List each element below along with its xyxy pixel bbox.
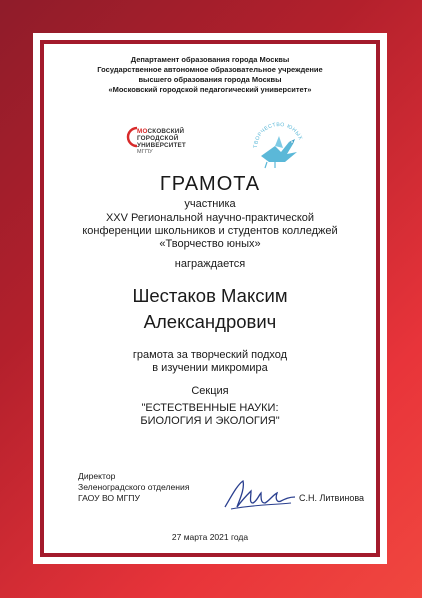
section-line-1: "ЕСТЕСТВЕННЫЕ НАУКИ:: [141, 402, 279, 414]
org-line-2: Государственное автономное образовательное учреждение: [97, 65, 323, 74]
logo-line-4: МГПУ: [137, 149, 153, 155]
logo-red-part: МО: [137, 128, 148, 135]
position-line-2: Зеленоградского отделения: [78, 482, 190, 492]
org-line-1: Департамент образования города Москвы: [130, 55, 290, 64]
signer-position: [78, 471, 190, 504]
section-line-2: БИОЛОГИЯ И ЭКОЛОГИЯ": [140, 415, 280, 427]
issue-date: 27 марта 2021 года: [171, 532, 249, 542]
signer-name: С.Н. Литвинова: [299, 493, 365, 503]
organization-header: [44, 55, 376, 95]
logo-arc-textpath: ТВОРЧЕСТВО ЮНЫХ: [252, 122, 304, 149]
mgpu-logo-text: [137, 128, 186, 156]
awarded-text: награждается: [174, 258, 246, 270]
section-label: Секция: [191, 385, 229, 397]
certificate-title: ГРАМОТА: [159, 173, 261, 195]
event-line-1: XXV Региональной научно-практической: [105, 212, 315, 224]
tvorchestvo-logo: [249, 122, 309, 172]
event-line-2: конференции школьников и студентов колледжей: [82, 225, 338, 237]
recipient-name-line-1: Шестаков Максим: [132, 285, 288, 306]
certificate-frame: [33, 33, 387, 564]
logo-line-2: ГОРОДСКОЙ: [137, 135, 179, 142]
recipient-name-line-2: Александрович: [143, 311, 277, 332]
logos-row: [44, 122, 376, 172]
logo-rest-part: СКОВСКИЙ: [147, 128, 185, 135]
certificate-content: [44, 44, 376, 553]
reason-line-2: в изучении микромира: [152, 362, 268, 374]
org-line-3: высшего образования города Москвы: [138, 75, 282, 84]
recipient-role: участника: [184, 198, 236, 210]
mgpu-logo: [125, 122, 215, 168]
reason-line-1: грамота за творческий подход: [132, 349, 288, 361]
handwritten-signature: [221, 475, 301, 515]
logo-line-3: УНИВЕРСИТЕТ: [137, 142, 186, 149]
position-line-3: ГАОУ ВО МГПУ: [78, 493, 140, 503]
bird-logo-icon: [249, 122, 309, 172]
position-line-1: Директор: [78, 471, 116, 481]
signature-block: [78, 471, 378, 519]
event-line-3: «Творчество юных»: [159, 238, 261, 250]
org-line-4: «Московский городской педагогический университет»: [108, 85, 312, 94]
